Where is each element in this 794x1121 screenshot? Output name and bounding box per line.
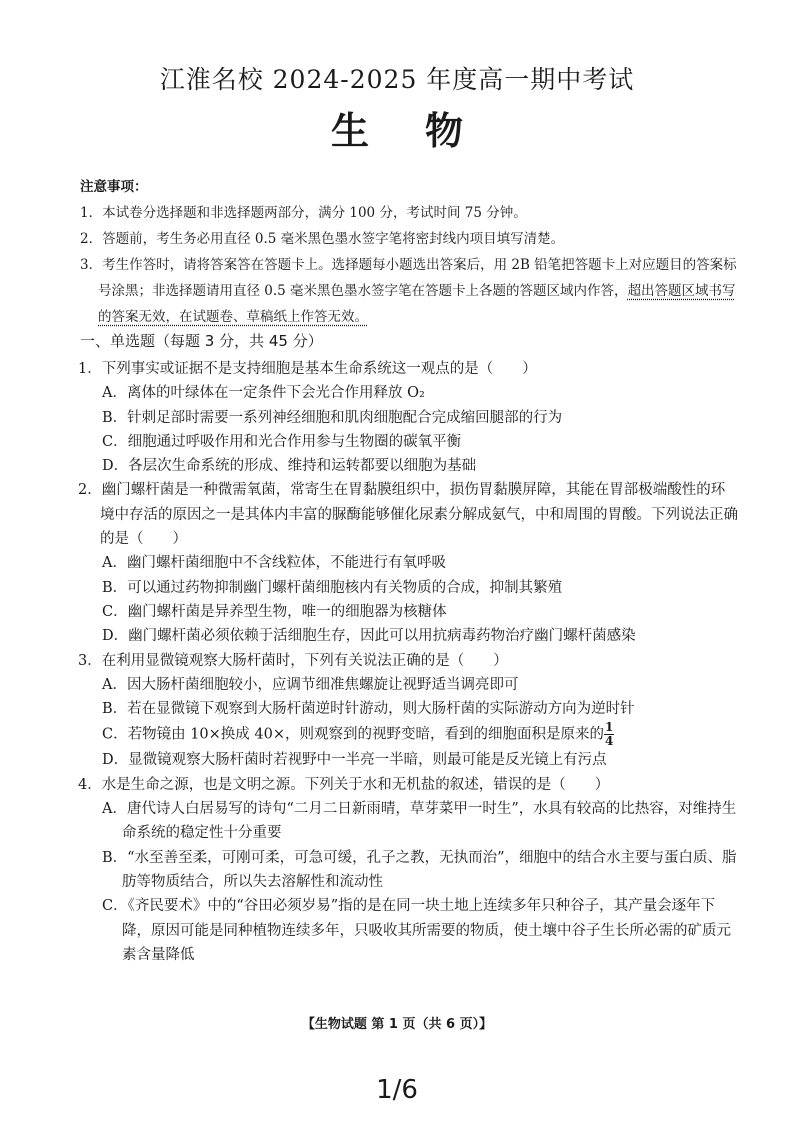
notes-heading: 注意事项： — [80, 179, 148, 195]
notes-block — [80, 174, 740, 330]
question-2-option-b: B．可以通过药物抑制幽门螺杆菌细胞核内有关物质的合成，抑制其繁殖 — [102, 579, 563, 596]
question-1-option-d: D．各层次生命系统的形成、维持和运转都要以细胞为基础 — [102, 458, 477, 475]
question-2-option-d: D．幽门螺杆菌必须依赖于活细胞生存，因此可以用抗病毒药物治疗幽门螺杆菌感染 — [102, 628, 636, 645]
question-1-stem: 1．下列事实或证据不是支持细胞是基本生命系统这一观点的是（ ） — [78, 361, 537, 377]
exam-title: 江淮名校 2024-2025 年度高一期中考试 — [159, 65, 635, 94]
note-item-3 — [80, 252, 740, 330]
note-item-3-text: 3．考生作答时，请将答案答在答题卡上。选择题每小题选出答案后，用 2B 铅笔把答题卡上对应题目的答案标号涂黑；非选择题请用直径 0.5 毫米黑色墨水签字笔在答题卡上各题的答题区域内作答， — [80, 257, 737, 299]
subject-title: 生物 — [330, 108, 519, 153]
question-3-option-d: D．显微镜观察大肠杆菌时若视野中一半亮一半暗，则最可能是反光镜上有污点 — [102, 752, 607, 769]
note-item-1: 1．本试卷分选择题和非选择题两部分，满分 100 分，考试时间 75 分钟。 — [80, 205, 527, 221]
question-4-option-b: B．“水至善至柔，可刚可柔，可急可缓，孔子之教，无执而治”，细胞中的结合水主要与蛋白质、脂肪等物质结合，所以失去溶解性和流动性 — [102, 849, 737, 890]
page-footer: 【生物试题 第 1 页（共 6 页）】 — [301, 1017, 493, 1032]
question-3-option-c-text: C．若物镜由 10×换成 40×，则观察到的视野变暗，看到的细胞面积是原来的 — [102, 726, 605, 743]
question-4-option-a: A．唐代诗人白居易写的诗句“二月二日新雨晴，草芽菜甲一时生”，水具有较高的比热容，对维持生命系统的稳定性十分重要 — [102, 801, 737, 842]
question-2-option-c: C．幽门螺杆菌是异养型生物，唯一的细胞器为核糖体 — [102, 603, 447, 620]
fraction-numerator: 1 — [605, 720, 614, 735]
question-2-stem: 2．幽门螺杆菌是一种微需氧菌，常寄生在胃黏膜组织中，损伤胃黏膜屏障，其能在胃部极端酸性的环境中存活的原因之一是其体内丰富的脲酶能够催化尿素分解成氨气，中和周围的胃酸。下列说法正确的是（ ） — [78, 482, 738, 548]
question-3-option-b: B．若在显微镜下观察到大肠杆菌逆时针游动，则大肠杆菌的实际游动方向为逆时针 — [102, 701, 635, 718]
page-indicator: 1/6 — [376, 1075, 418, 1105]
question-3-option-c — [78, 721, 738, 748]
question-4-option-c: C．《齐民要术》中的“谷田必须岁易”指的是在同一块土地上连续多年只种谷子，其产量会逐年下降，原因可能是同种植物连续多年，只吸收其所需要的物质，使土壤中谷子生长所必需的矿质元素含量降低 — [102, 898, 731, 963]
note-emphasis: 超出答题区域书写的答案无效，在试题卷、草稿纸上作答无效。 — [98, 283, 736, 325]
section-title: 一、单选题（每题 3 分，共 45 分） — [80, 332, 323, 350]
question-1-option-b: B．针刺足部时需要一系列神经细胞和肌肉细胞配合完成缩回腿部的行为 — [102, 409, 563, 426]
note-item-2: 2．答题前，考生务必用直径 0.5 毫米黑色墨水签字笔将密封线内项目填写清楚。 — [80, 231, 565, 247]
question-1-option-c: C．细胞通过呼吸作用和光合作用参与生物圈的碳氧平衡 — [102, 433, 462, 450]
question-1-option-a: A．离体的叶绿体在一定条件下会光合作用释放 O₂ — [102, 385, 425, 402]
question-4-stem: 4．水是生命之源，也是文明之源。下列关于水和无机盐的叙述，错误的是（ ） — [78, 776, 610, 793]
question-2-option-a: A．幽门螺杆菌细胞中不含线粒体，不能进行有氧呼吸 — [102, 555, 446, 572]
question-3-option-a: A．因大肠杆菌细胞较小，应调节细准焦螺旋让视野适当调亮即可 — [102, 676, 519, 693]
question-list — [78, 357, 738, 967]
question-3-stem: 3．在利用显微镜观察大肠杆菌时，下列有关说法正确的是（ ） — [78, 652, 508, 669]
fraction — [604, 721, 614, 748]
fraction-denominator: 4 — [605, 734, 614, 749]
